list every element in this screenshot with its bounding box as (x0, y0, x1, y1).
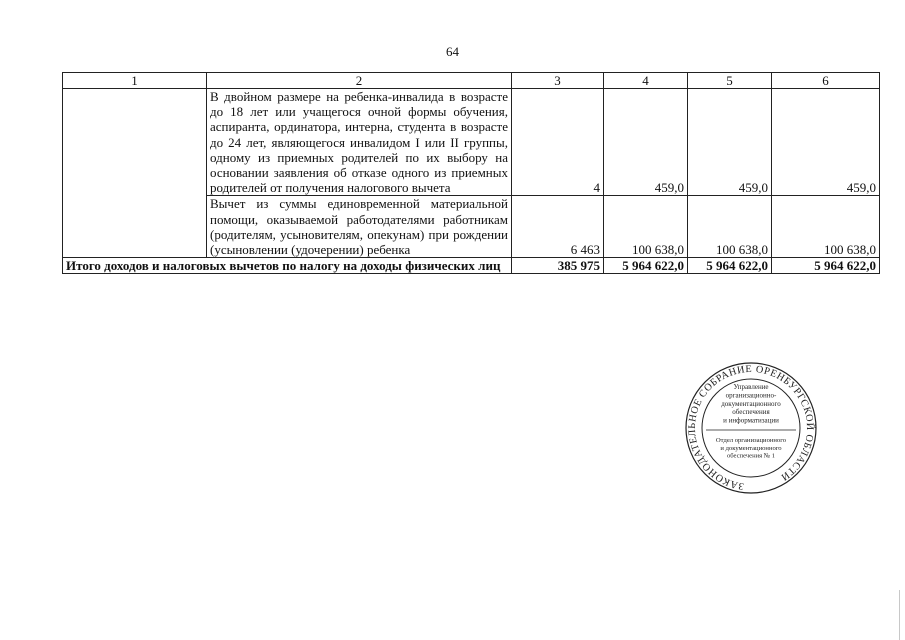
total-value: 5 964 622,0 (772, 258, 880, 274)
stamp-line: Управление (733, 383, 769, 391)
stamp-line: документационного (721, 399, 781, 408)
official-stamp (676, 362, 826, 494)
scan-edge-line (899, 590, 900, 640)
row-description: В двойном размере на ребенка-инвалида в возрасте до 18 лет или учащегося очной формы обучения, аспиранта, ординатора, интерна, студента в возрасте до 24 лет, являющегося инвалидом I или II группы, одному из приемных родителей по их выбору на основании заявления об отказе одного из приемных родителей от получения налогового вычета (207, 89, 512, 196)
total-value: 5 964 622,0 (604, 258, 688, 274)
total-label: Итого доходов и налоговых вычетов по налогу на доходы физических лиц (63, 258, 512, 274)
cell-value: 100 638,0 (604, 196, 688, 258)
table-row (63, 89, 880, 196)
total-row (63, 258, 880, 274)
cell-value: 100 638,0 (772, 196, 880, 258)
page-number: 64 (446, 44, 459, 59)
cell-value: 459,0 (604, 89, 688, 196)
budget-table (62, 72, 880, 274)
column-header: 3 (512, 73, 604, 89)
column-header: 5 (688, 73, 772, 89)
cell-value: 459,0 (772, 89, 880, 196)
total-value: 385 975 (512, 258, 604, 274)
stamp-line: и информатизации (723, 416, 779, 425)
stamp-ring-text: ЗАКОНОДАТЕЛЬНОЕ СОБРАНИЕ ОРЕНБУРГСКОЙ ОБЛАСТИ (686, 363, 816, 492)
table-header-row (63, 73, 880, 89)
column-header: 2 (207, 73, 512, 89)
cell-value: 6 463 (512, 196, 604, 258)
stamp-line: организационно- (725, 391, 777, 400)
cell-value: 459,0 (688, 89, 772, 196)
cell-value: 4 (512, 89, 604, 196)
row-description: Вычет из суммы единовременной материальной помощи, оказываемой работодателями работникам (родителям, усыновителям, опекунам) при рождении (усыновлении (удочерении) ребенка (207, 196, 512, 258)
stamp-line: обеспечения (732, 408, 770, 417)
total-value: 5 964 622,0 (688, 258, 772, 274)
column-header: 6 (772, 73, 880, 89)
column-header: 1 (63, 73, 207, 89)
column-header: 4 (604, 73, 688, 89)
stamp-line: Отдел организационного (715, 437, 787, 444)
stamp-line: обеспечения № 1 (726, 452, 776, 460)
cell-value: 100 638,0 (688, 196, 772, 258)
stamp-line: и документационного (720, 444, 782, 452)
empty-cell (63, 89, 207, 258)
